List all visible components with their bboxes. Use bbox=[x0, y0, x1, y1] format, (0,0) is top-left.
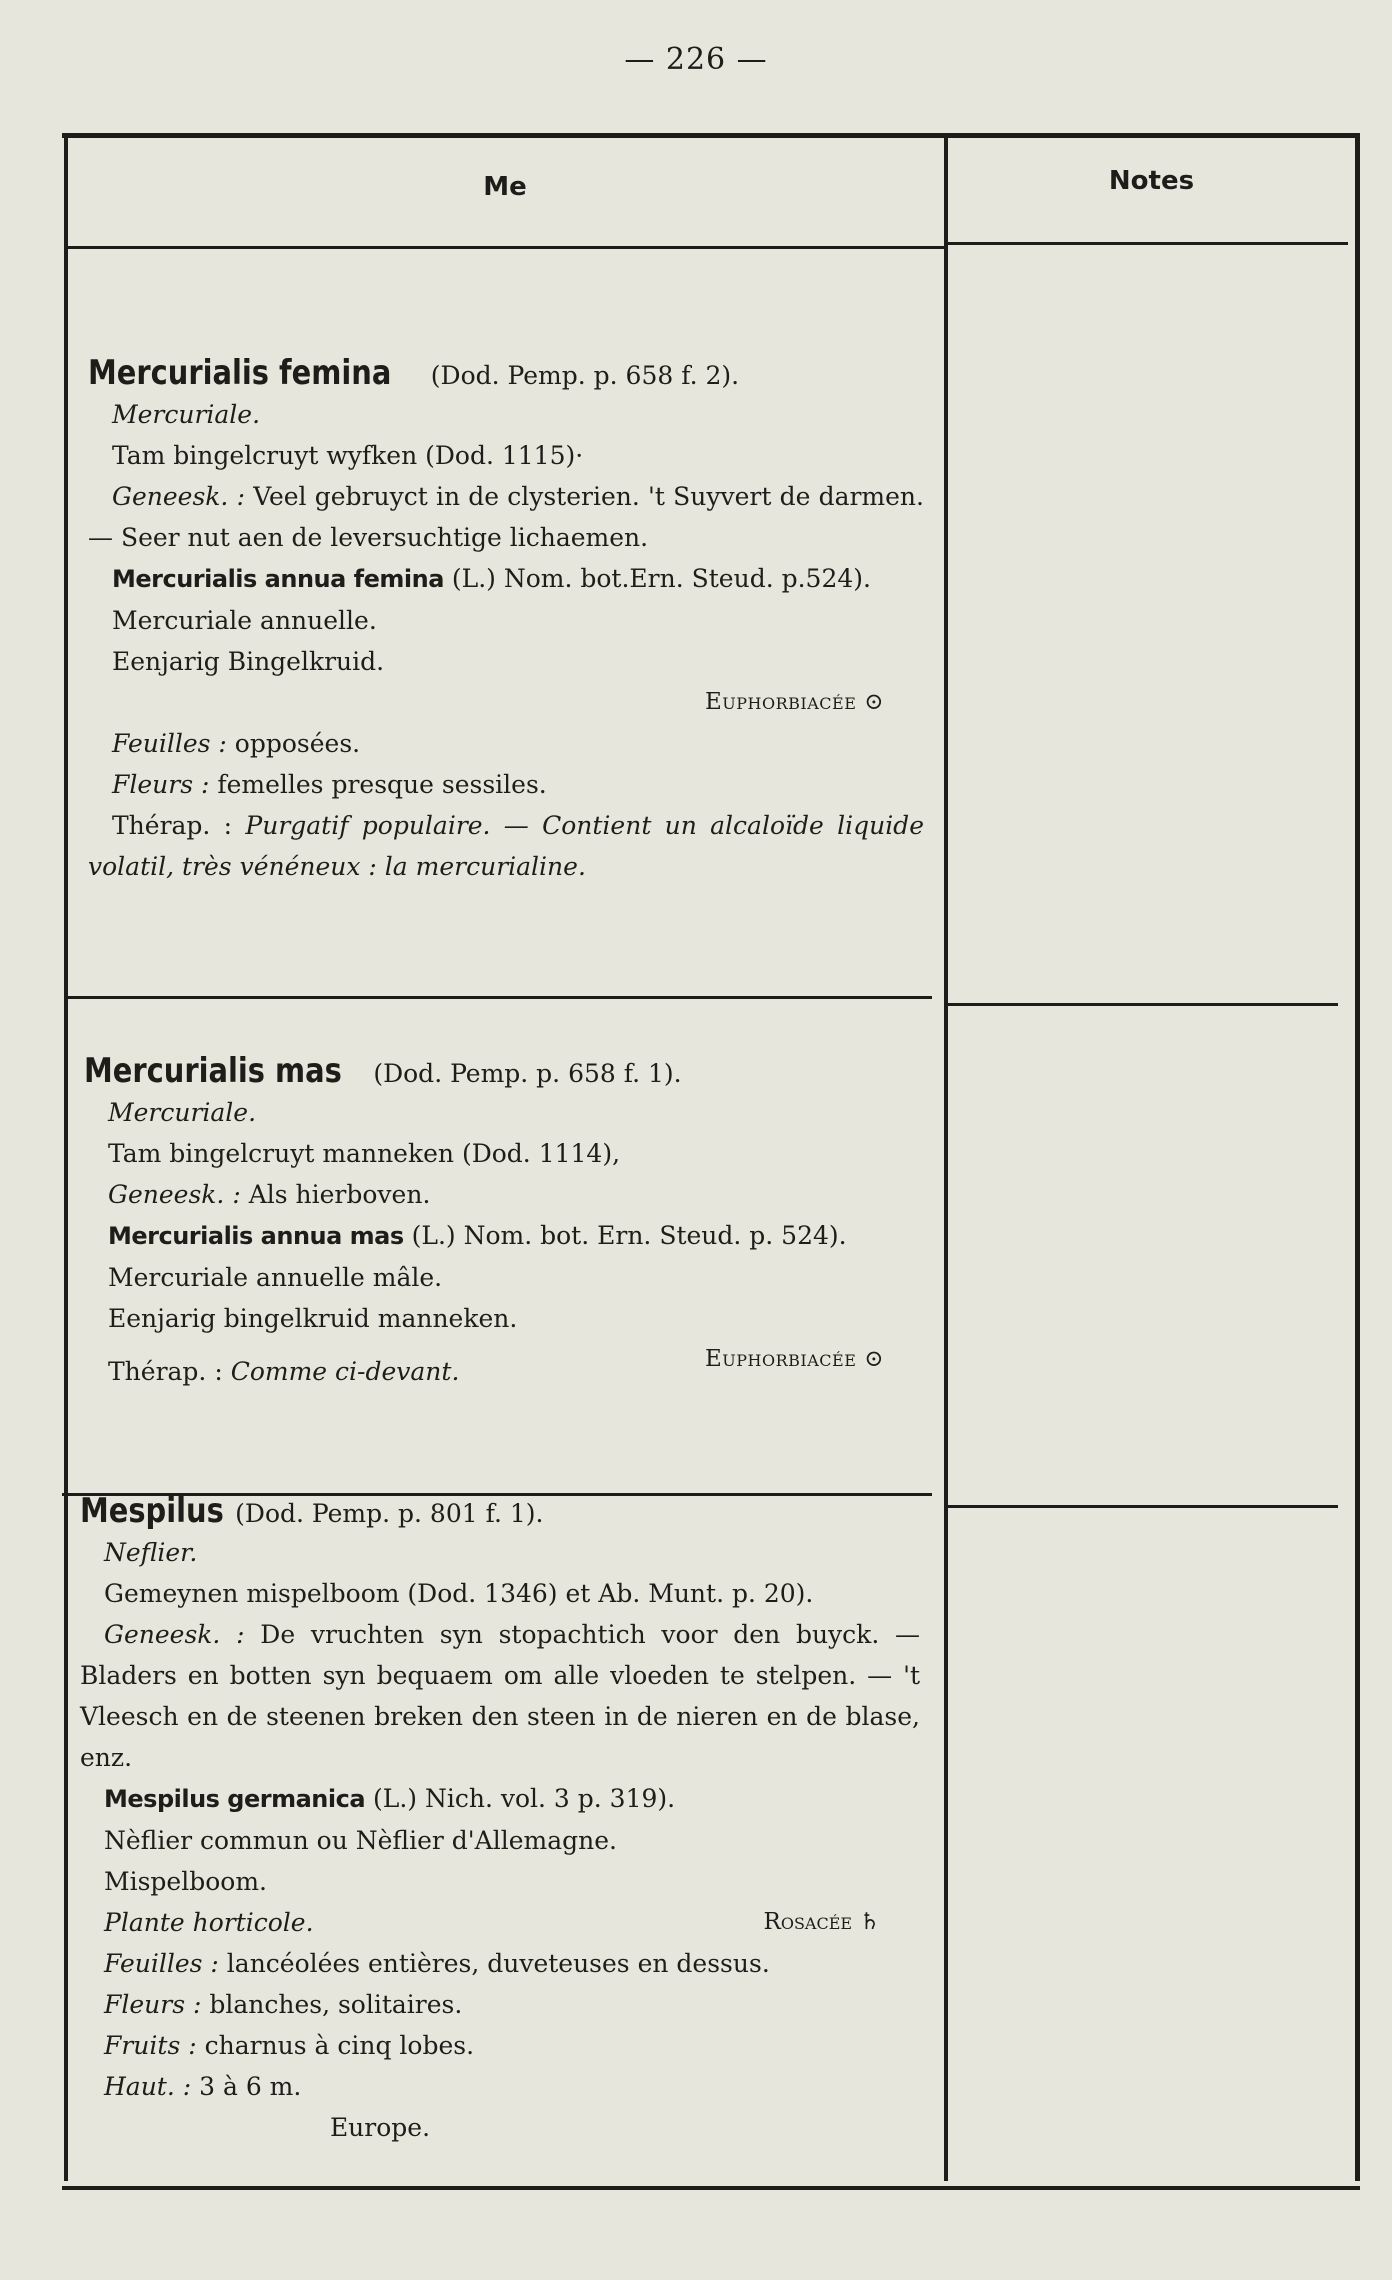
haut-line: Haut. : 3 à 6 m. bbox=[104, 2072, 302, 2101]
french-name: Mercuriale. bbox=[108, 1098, 257, 1127]
species-line: Mespilus germanica (L.) Nich. vol. 3 p. 319). bbox=[104, 1784, 676, 1813]
column-header-notes: Notes bbox=[1108, 166, 1195, 196]
common-name-nl: Eenjarig Bingelkruid. bbox=[112, 647, 385, 676]
common-name-fr: Nèflier commun ou Nèflier d'Allemagne. bbox=[104, 1826, 617, 1855]
entry-title bbox=[80, 1491, 920, 1534]
geneesk-text: Geneesk. : De vruchten syn stopachtich voor den buyck. — Bladers en botten syn bequaem om alle vloeden te stelpen. — 't Vleesch en de steenen breken den steen in de nieren en de blase, enz. bbox=[80, 1620, 920, 1772]
feuilles-line: Feuilles : lancéolées entières, duveteuses en dessus. bbox=[104, 1949, 770, 1978]
genus-name: Mercurialis mas bbox=[84, 1051, 342, 1091]
french-name: Mercuriale. bbox=[112, 400, 261, 429]
dodoens-ref: (Dod. Pemp. p. 658 f. 2). bbox=[422, 361, 740, 390]
header-rule-notes bbox=[946, 242, 1348, 245]
row1-rule-notes bbox=[948, 1003, 1338, 1006]
flemish-name: Tam bingelcruyt wyfken (Dod. 1115)· bbox=[112, 441, 584, 470]
row1-rule-main bbox=[66, 996, 932, 999]
fruits-line: Fruits : charnus à cinq lobes. bbox=[104, 2031, 475, 2060]
middle-rule bbox=[944, 135, 948, 2181]
entry-mercurialis-mas bbox=[84, 1051, 924, 1392]
flemish-name: Tam bingelcruyt manneken (Dod. 1114), bbox=[108, 1139, 621, 1168]
entry-title bbox=[84, 1051, 924, 1094]
region-line: Europe. bbox=[329, 2113, 431, 2142]
geneesk-text: Geneesk. : Als hierboven. bbox=[108, 1180, 431, 1209]
entry-title bbox=[88, 353, 924, 396]
common-name-fr: Mercuriale annuelle. bbox=[112, 606, 377, 635]
genus-name: Mespilus bbox=[80, 1491, 224, 1531]
family-name: Euphorbiacée ⊙ bbox=[705, 689, 884, 715]
therap-line: Thérap. : Comme ci-devant. bbox=[108, 1357, 460, 1386]
entry-mespilus bbox=[80, 1491, 920, 2148]
column-header-main: Me bbox=[483, 172, 527, 202]
therap-line: Thérap. : Purgatif populaire. — Contient un alcaloïde liquide volatil, très vénéneux : la mercurialine. bbox=[88, 811, 924, 881]
left-rule bbox=[64, 135, 68, 2181]
geneesk-text: Geneesk. : Veel gebruyct in de clysterien. 't Suyvert de darmen. — Seer nut aen de leversuchtige lichaemen. bbox=[88, 482, 924, 552]
fleurs-line: Fleurs : blanches, solitaires. bbox=[104, 1990, 463, 2019]
french-name: Neflier. bbox=[104, 1538, 198, 1567]
fleurs-line: Fleurs : femelles presque sessiles. bbox=[112, 770, 547, 799]
family-name: Euphorbiacée ⊙ bbox=[705, 1346, 884, 1372]
header-rule-main bbox=[66, 246, 944, 249]
right-rule bbox=[1355, 135, 1360, 2181]
entry-mercurialis-femina bbox=[88, 353, 924, 887]
dodoens-ref: (Dod. Pemp. p. 658 f. 1). bbox=[365, 1059, 682, 1088]
row2-rule-notes bbox=[948, 1505, 1338, 1508]
dodoens-ref: (Dod. Pemp. p. 801 f. 1). bbox=[227, 1499, 544, 1528]
genus-name: Mercurialis femina bbox=[88, 353, 392, 393]
species-line: Mercurialis annua femina (L.) Nom. bot.Ern. Steud. p.524). bbox=[112, 564, 871, 593]
common-name-fr: Mercuriale annuelle mâle. bbox=[108, 1263, 443, 1292]
page-number: — 226 — bbox=[624, 42, 768, 77]
flemish-name: Gemeynen mispelboom (Dod. 1346) et Ab. Munt. p. 20). bbox=[104, 1579, 814, 1608]
common-name-nl: Eenjarig bingelkruid manneken. bbox=[108, 1304, 518, 1333]
plante-line: Plante horticole. Rosacée ♄ bbox=[80, 1902, 920, 1943]
species-line: Mercurialis annua mas (L.) Nom. bot. Ern. Steud. p. 524). bbox=[108, 1221, 847, 1250]
common-name-nl: Mispelboom. bbox=[104, 1867, 267, 1896]
feuilles-line: Feuilles : opposées. bbox=[112, 729, 361, 758]
family-name: Rosacée ♄ bbox=[763, 1909, 880, 1935]
